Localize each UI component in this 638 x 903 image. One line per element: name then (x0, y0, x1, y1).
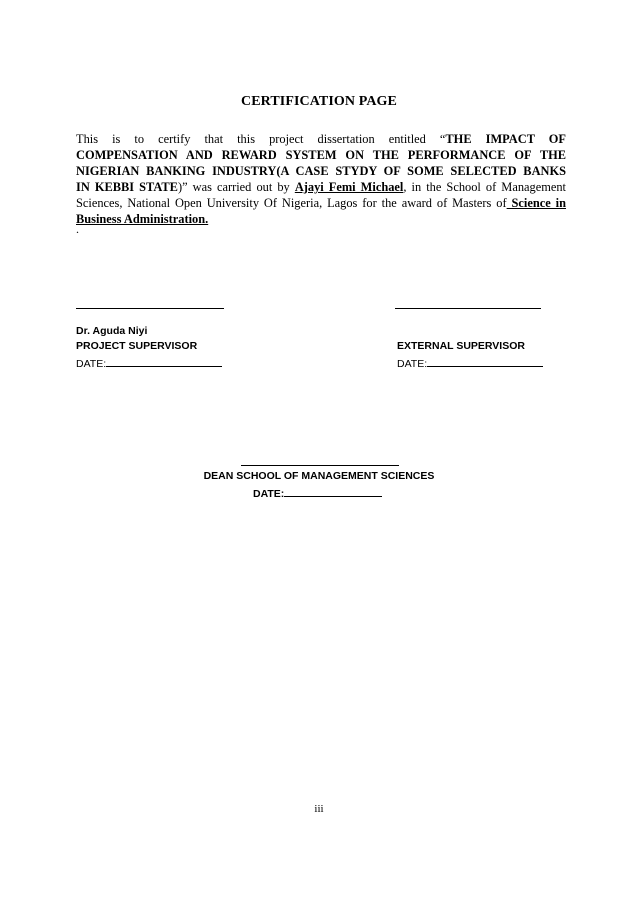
project-supervisor-date-line (106, 356, 222, 367)
trailing-period: . (76, 222, 79, 236)
statement-intro: This is to certify that this project dissertation entitled “ (76, 132, 446, 146)
external-supervisor-role: EXTERNAL SUPERVISOR (397, 340, 525, 352)
external-supervisor-date (397, 356, 543, 371)
dean-date (253, 486, 382, 501)
dean-signature-line (241, 465, 399, 466)
project-supervisor-role: PROJECT SUPERVISOR (76, 340, 198, 352)
external-supervisor-date-label: DATE: (397, 358, 428, 370)
dean-date-line (284, 486, 382, 497)
carried-out-by-text: )” was carried out by (177, 180, 295, 194)
external-supervisor-date-line (427, 356, 543, 367)
statement-line-4 (76, 179, 566, 195)
dean-role: DEAN SCHOOL OF MANAGEMENT SCIENCES (203, 470, 435, 482)
statement-line-5 (76, 195, 566, 211)
degree-name-part-2: Business Administration. (76, 212, 209, 226)
dissertation-title-line-3: NIGERIAN BANKING INDUSTRY(A CASE STYDY OF SOME SELECTED BANKS (76, 164, 566, 178)
project-supervisor-date-label: DATE: (76, 358, 107, 370)
author-name: Ajayi Femi Michael (294, 180, 404, 194)
project-supervisor-name: Dr. Aguda Niyi (76, 325, 148, 337)
school-text: , in the School of Management (403, 180, 566, 194)
external-supervisor-signature-line (395, 308, 541, 309)
statement-line-1 (76, 131, 566, 147)
dissertation-title-end: IN KEBBI STATE (76, 180, 178, 194)
page-number: iii (314, 803, 324, 815)
dissertation-title-line-2: COMPENSATION AND REWARD SYSTEM ON THE PERFORMANCE OF THE (76, 148, 566, 162)
project-supervisor-date (76, 356, 222, 371)
dissertation-title-start: THE IMPACT OF (445, 132, 567, 146)
statement-line-6 (76, 211, 566, 227)
certification-statement (76, 131, 566, 227)
award-text: Sciences, National Open University Of Nigeria, Lagos for the award of Masters of (76, 196, 507, 210)
project-supervisor-signature-line (76, 308, 224, 309)
degree-name-part-1: Science in (506, 196, 566, 210)
dean-date-label: DATE: (253, 488, 285, 500)
page-title: CERTIFICATION PAGE (241, 94, 397, 109)
